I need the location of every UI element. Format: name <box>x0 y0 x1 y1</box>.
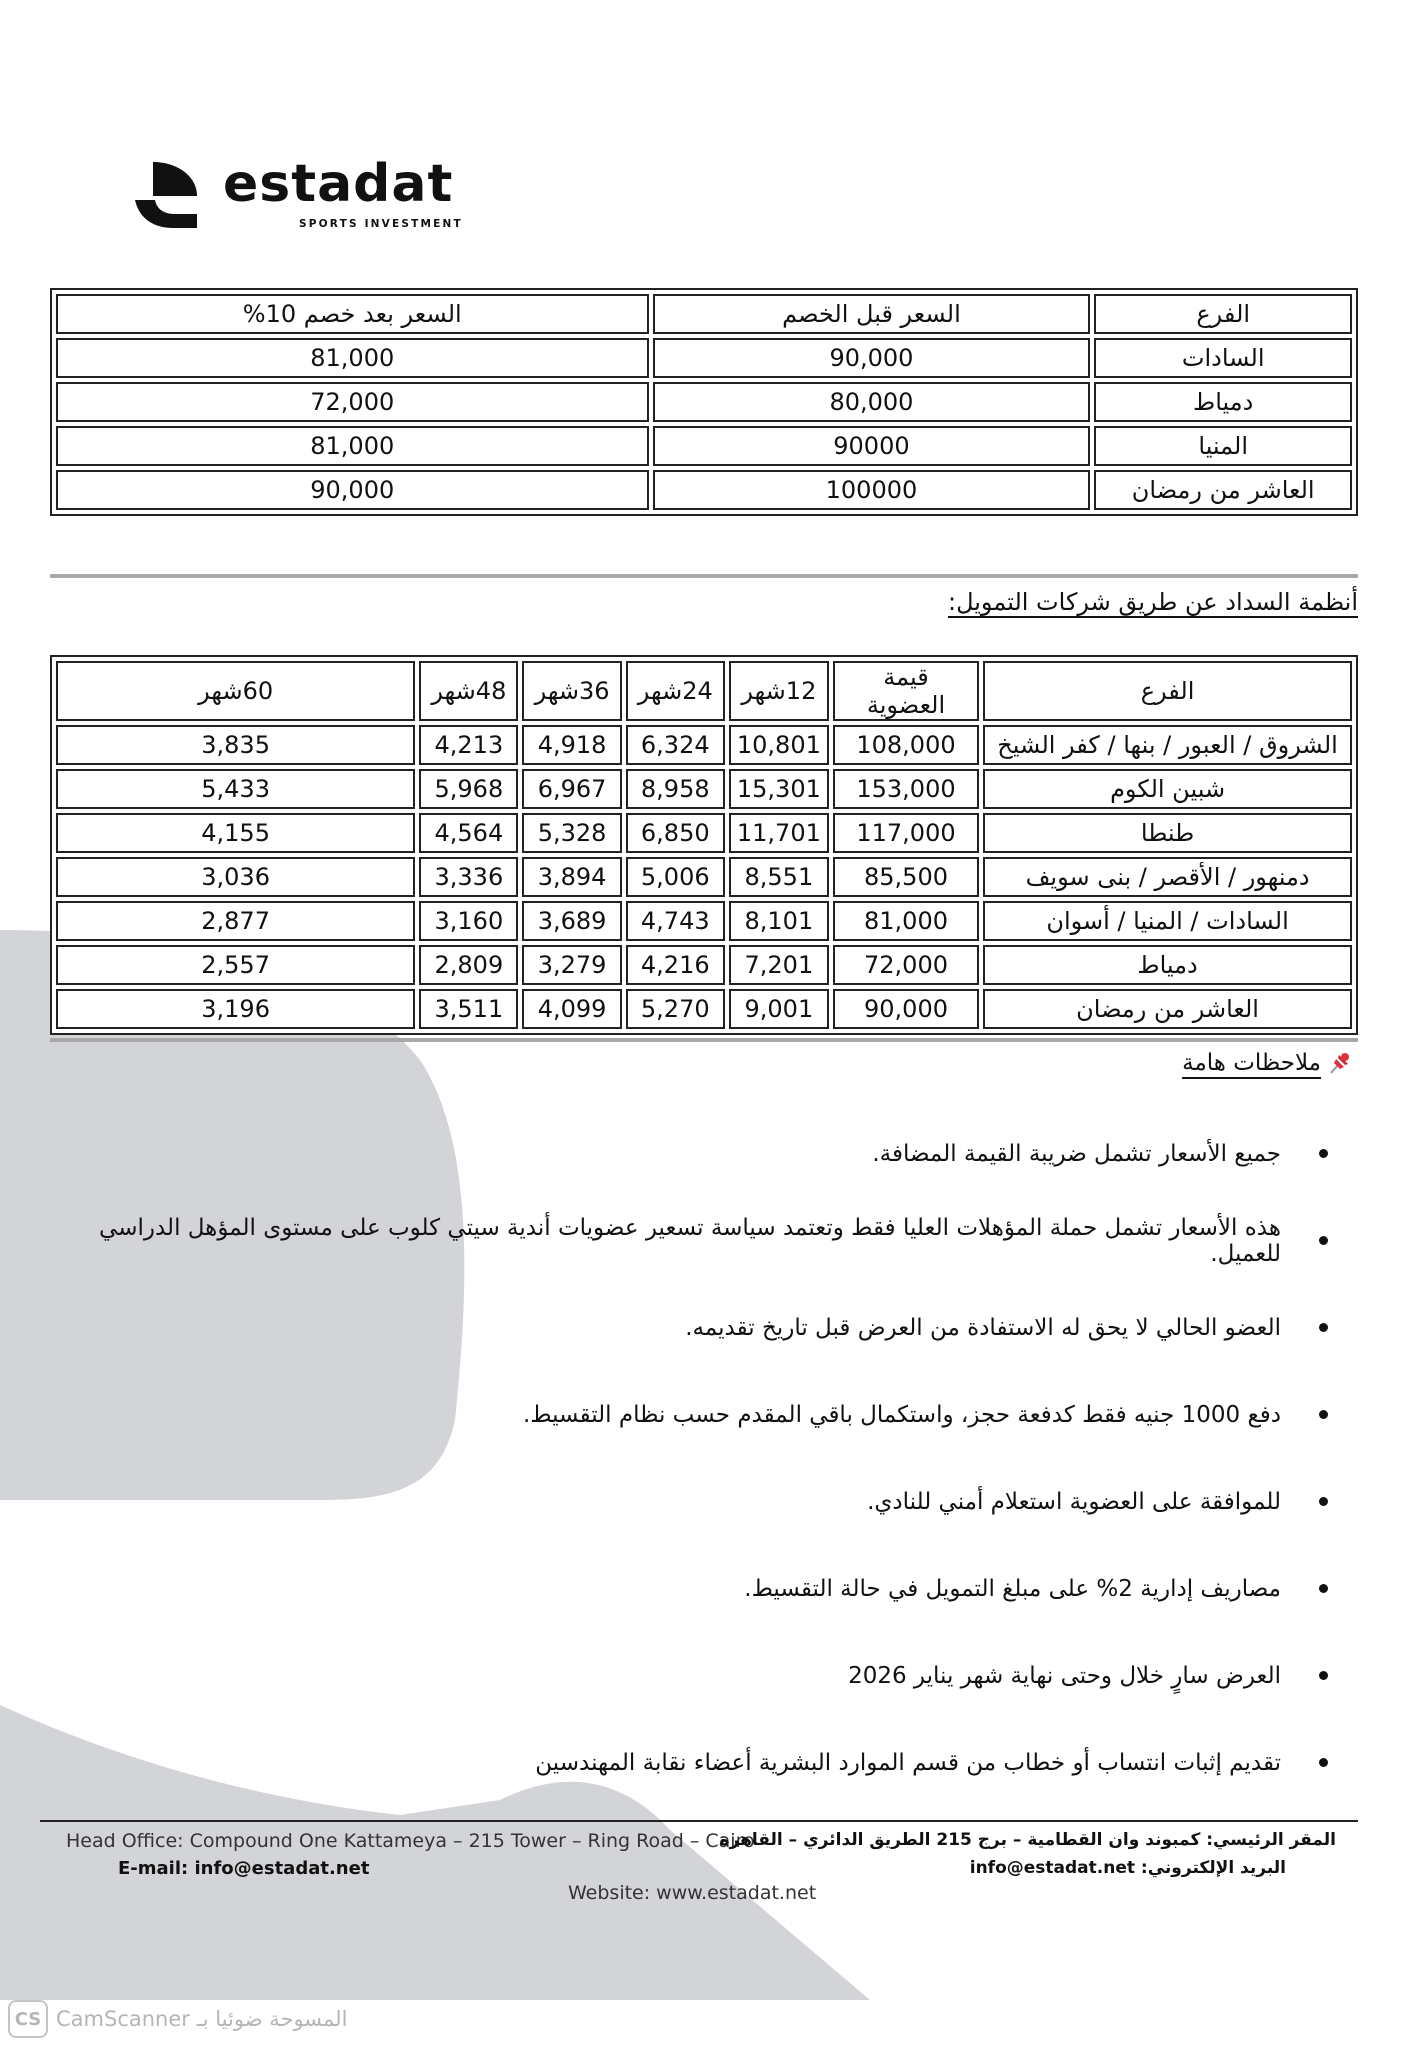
section-divider <box>50 574 1358 578</box>
price-before-cell: 100000 <box>653 470 1091 510</box>
header-price-after: السعر بعد خصم 10% <box>56 294 649 334</box>
camscanner-text: CamScanner المسوحة ضوئيا بـ <box>56 2007 348 2031</box>
branch-cell: السادات / المنيا / أسوان <box>983 901 1352 941</box>
table-row <box>56 470 1352 510</box>
table-row <box>56 989 1352 1029</box>
installment-12-cell: 8,101 <box>729 901 829 941</box>
price-after-cell: 81,000 <box>56 426 649 466</box>
header-membership-value: قيمة العضوية <box>833 661 979 721</box>
list-item <box>48 1197 1328 1284</box>
installment-36-cell: 3,894 <box>522 857 621 897</box>
membership-cell: 81,000 <box>833 901 979 941</box>
note-text: العرض سارٍ خلال وحتى نهاية شهر يناير 2026 <box>848 1662 1281 1689</box>
header-36-months: 36شهر <box>522 661 621 721</box>
installment-36-cell: 4,918 <box>522 725 621 765</box>
installment-60-cell: 4,155 <box>56 813 415 853</box>
installment-60-cell: 3,835 <box>56 725 415 765</box>
membership-cell: 85,500 <box>833 857 979 897</box>
table-row <box>56 945 1352 985</box>
membership-cell: 72,000 <box>833 945 979 985</box>
pushpin-icon <box>1327 1050 1353 1076</box>
installment-12-cell: 8,551 <box>729 857 829 897</box>
installment-24-cell: 5,006 <box>626 857 725 897</box>
bullet-icon <box>1319 1671 1328 1680</box>
membership-cell: 117,000 <box>833 813 979 853</box>
installment-48-cell: 3,336 <box>419 857 518 897</box>
table-row <box>56 813 1352 853</box>
bullet-icon <box>1319 1323 1328 1332</box>
installment-12-cell: 15,301 <box>729 769 829 809</box>
branch-cell: المنيا <box>1094 426 1352 466</box>
installment-24-cell: 5,270 <box>626 989 725 1029</box>
installment-24-cell: 6,324 <box>626 725 725 765</box>
table-row <box>56 426 1352 466</box>
price-after-cell: 90,000 <box>56 470 649 510</box>
logo-tagline: SPORTS INVESTMENT <box>299 218 463 230</box>
header-12-months: 12شهر <box>729 661 829 721</box>
branch-cell: شبين الكوم <box>983 769 1352 809</box>
header-branch: الفرع <box>983 661 1352 721</box>
installment-48-cell: 3,511 <box>419 989 518 1029</box>
header-branch: الفرع <box>1094 294 1352 334</box>
table-header-row <box>56 294 1352 334</box>
bullet-icon <box>1319 1236 1328 1245</box>
table-row <box>56 769 1352 809</box>
bullet-icon <box>1319 1149 1328 1158</box>
header-48-months: 48شهر <box>419 661 518 721</box>
notes-list <box>48 1110 1328 1806</box>
installment-60-cell: 2,877 <box>56 901 415 941</box>
footer-divider <box>40 1820 1358 1822</box>
branch-cell: دمنهور / الأقصر / بنى سويف <box>983 857 1352 897</box>
financing-section-title: أنظمة السداد عن طريق شركات التمويل: <box>947 588 1358 616</box>
estadat-logo-mark-icon <box>135 162 201 228</box>
camscanner-watermark <box>8 2000 347 2038</box>
financing-installment-table <box>50 655 1358 1035</box>
email-en: E-mail: info@estadat.net <box>118 1858 370 1879</box>
table-row <box>56 901 1352 941</box>
installment-48-cell: 5,968 <box>419 769 518 809</box>
note-text: العضو الحالي لا يحق له الاستفادة من العرض قبل تاريخ تقديمه. <box>685 1314 1281 1341</box>
price-before-cell: 90,000 <box>653 338 1091 378</box>
header-60-months: 60شهر <box>56 661 415 721</box>
branch-cell: العاشر من رمضان <box>983 989 1352 1029</box>
table-row <box>56 725 1352 765</box>
installment-60-cell: 3,196 <box>56 989 415 1029</box>
price-before-cell: 90000 <box>653 426 1091 466</box>
installment-48-cell: 4,564 <box>419 813 518 853</box>
estadat-logo <box>135 154 475 230</box>
installment-24-cell: 4,743 <box>626 901 725 941</box>
notes-heading <box>1182 1050 1353 1076</box>
membership-cell: 108,000 <box>833 725 979 765</box>
head-office-en: Head Office: Compound One Kattameya – 215 Tower – Ring Road – Cairo <box>66 1830 755 1852</box>
installment-12-cell: 9,001 <box>729 989 829 1029</box>
list-item <box>48 1110 1328 1197</box>
branch-cell: العاشر من رمضان <box>1094 470 1352 510</box>
note-text: دفع 1000 جنيه فقط كدفعة حجز، واستكمال باقي المقدم حسب نظام التقسيط. <box>522 1401 1281 1428</box>
installment-24-cell: 6,850 <box>626 813 725 853</box>
header-price-before: السعر قبل الخصم <box>653 294 1091 334</box>
installment-24-cell: 4,216 <box>626 945 725 985</box>
notes-title: ملاحظات هامة <box>1182 1050 1321 1076</box>
installment-60-cell: 5,433 <box>56 769 415 809</box>
branch-cell: السادات <box>1094 338 1352 378</box>
note-text: للموافقة على العضوية استعلام أمني للنادي. <box>867 1488 1281 1515</box>
installment-36-cell: 6,967 <box>522 769 621 809</box>
installment-48-cell: 2,809 <box>419 945 518 985</box>
price-before-cell: 80,000 <box>653 382 1091 422</box>
installment-12-cell: 7,201 <box>729 945 829 985</box>
bullet-icon <box>1319 1584 1328 1593</box>
branch-cell: الشروق / العبور / بنها / كفر الشيخ <box>983 725 1352 765</box>
section-divider <box>50 1038 1358 1042</box>
note-text: تقديم إثبات انتساب أو خطاب من قسم الموارد البشرية أعضاء نقابة المهندسين <box>535 1749 1281 1776</box>
list-item <box>48 1458 1328 1545</box>
installment-24-cell: 8,958 <box>626 769 725 809</box>
installment-36-cell: 3,279 <box>522 945 621 985</box>
logo-wordmark: estadat <box>223 154 454 214</box>
note-text: جميع الأسعار تشمل ضريبة القيمة المضافة. <box>872 1140 1281 1167</box>
branch-cell: دمياط <box>1094 382 1352 422</box>
installment-48-cell: 4,213 <box>419 725 518 765</box>
website: Website: www.estadat.net <box>568 1882 817 1904</box>
membership-cell: 90,000 <box>833 989 979 1029</box>
installment-36-cell: 4,099 <box>522 989 621 1029</box>
table-header-row <box>56 661 1352 721</box>
installment-60-cell: 3,036 <box>56 857 415 897</box>
list-item <box>48 1545 1328 1632</box>
installment-36-cell: 5,328 <box>522 813 621 853</box>
price-after-cell: 72,000 <box>56 382 649 422</box>
list-item <box>48 1284 1328 1371</box>
head-office-ar: المقر الرئيسي: كمبوند وان القطامية – برج 215 الطريق الدائري – القاهرة <box>719 1830 1336 1850</box>
discount-price-table <box>50 288 1358 516</box>
installment-48-cell: 3,160 <box>419 901 518 941</box>
table-row <box>56 338 1352 378</box>
email-ar-value: info@estadat.net <box>969 1858 1135 1878</box>
table-row <box>56 382 1352 422</box>
header-24-months: 24شهر <box>626 661 725 721</box>
list-item <box>48 1371 1328 1458</box>
installment-12-cell: 10,801 <box>729 725 829 765</box>
branch-cell: طنطا <box>983 813 1352 853</box>
installment-36-cell: 3,689 <box>522 901 621 941</box>
table-row <box>56 857 1352 897</box>
installment-12-cell: 11,701 <box>729 813 829 853</box>
list-item <box>48 1632 1328 1719</box>
branch-cell: دمياط <box>983 945 1352 985</box>
price-after-cell: 81,000 <box>56 338 649 378</box>
camscanner-logo-icon: CS <box>8 2000 48 2038</box>
note-text: مصاريف إدارية 2% على مبلغ التمويل في حالة التقسيط. <box>744 1575 1281 1602</box>
list-item <box>48 1719 1328 1806</box>
bullet-icon <box>1319 1410 1328 1419</box>
email-ar-label: البريد الإلكتروني: <box>1140 1858 1286 1878</box>
bullet-icon <box>1319 1497 1328 1506</box>
email-ar <box>970 1858 1286 1878</box>
installment-60-cell: 2,557 <box>56 945 415 985</box>
membership-cell: 153,000 <box>833 769 979 809</box>
bullet-icon <box>1319 1758 1328 1767</box>
note-text: هذه الأسعار تشمل حملة المؤهلات العليا فقط وتعتمد سياسة تسعير عضويات أندية سيتي كلوب على مستوى المؤهل الدراسي للعميل. <box>99 1214 1281 1267</box>
